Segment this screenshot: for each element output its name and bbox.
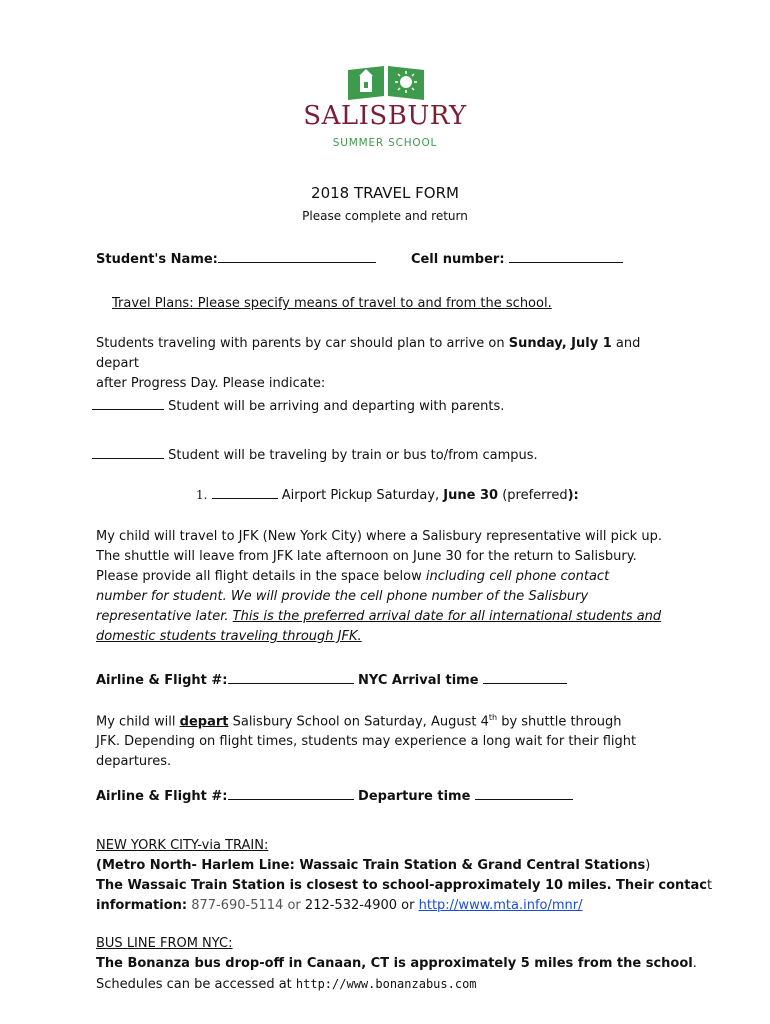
jfk-line-4: number for student. We will provide the cell phone number of the Salisbury — [96, 589, 589, 604]
train-or-1: or — [287, 898, 301, 913]
train-line-1-end: ) — [645, 858, 651, 873]
departure-time-field[interactable] — [475, 786, 573, 800]
departure-paragraph — [96, 708, 696, 772]
jfk-line-2: The shuttle will leave from JFK late afternoon on June 30 for the return to Salisbury. — [96, 549, 637, 564]
option-train-bus-label: Student will be traveling by train or bus to/from campus. — [168, 448, 538, 463]
depart-line-3: departures. — [96, 754, 172, 770]
car-arrival-date: Sunday, July 1 — [508, 336, 612, 351]
departure-airline-label: Airline & Flight #: — [96, 789, 228, 804]
airport-pickup-colon: ): — [567, 488, 579, 503]
school-subtitle: SUMMER SCHOOL — [332, 137, 438, 149]
arrival-flight-row — [96, 670, 696, 691]
airport-pickup-preferred: (preferred — [498, 488, 568, 503]
airport-pickup-blank[interactable] — [212, 485, 278, 499]
airport-pickup-date: June 30 — [443, 488, 499, 503]
departure-time-label: Departure time — [358, 789, 471, 804]
jfk-line-1: My child will travel to JFK (New York City) where a Salisbury representative will pick up. — [96, 529, 662, 544]
train-or-2: or — [401, 898, 415, 913]
train-line-2: The Wassaic Train Station is closest to school-approximately 10 miles. Their contac — [96, 878, 707, 893]
bonanza-url[interactable]: http://www.bonanzabus.com — [295, 977, 477, 991]
student-name-field[interactable] — [218, 249, 376, 263]
depart-word: depart — [179, 714, 229, 730]
depart-text-b: Salisbury School on Saturday, August 4 — [228, 714, 489, 730]
train-phone-2: 212-532-4900 — [304, 898, 398, 913]
bus-heading: BUS LINE FROM NYC: — [96, 936, 233, 951]
travel-plans-heading: Travel Plans: Please specify means of travel to and from the school. — [112, 296, 552, 311]
option-parents-row — [92, 396, 692, 417]
cell-number-field[interactable] — [509, 249, 623, 263]
arrival-airline-label: Airline & Flight #: — [96, 673, 228, 688]
car-intro-text-b: and depart — [96, 336, 641, 371]
bus-section — [96, 934, 716, 995]
school-name: SALISBURY — [303, 101, 467, 131]
depart-line-2: JFK. Depending on flight times, students may experience a long wait for their flight — [96, 734, 637, 750]
car-intro-text-c: after Progress Day. Please indicate: — [96, 376, 326, 391]
arrival-airline-field[interactable] — [228, 670, 354, 684]
airport-pickup-label: Airport Pickup Saturday, — [281, 488, 444, 503]
train-phone-1: 877-690-5114 — [191, 898, 284, 913]
departure-airline-field[interactable] — [228, 786, 354, 800]
student-name-label: Student's Name: — [96, 252, 218, 267]
car-paragraph — [96, 334, 686, 394]
train-line-2-end: t — [706, 878, 713, 893]
mta-link[interactable]: http://www.mta.info/mnr/ — [418, 898, 583, 913]
option-parents-label: Student will be arriving and departing with parents. — [168, 399, 505, 414]
bus-line-1-end: . — [692, 956, 697, 971]
jfk-line-6: domestic students traveling through JFK. — [96, 629, 362, 644]
option-parents-blank[interactable] — [92, 396, 164, 410]
option-train-bus-blank[interactable] — [92, 445, 164, 459]
form-title: 2018 TRAVEL FORM — [311, 184, 459, 202]
train-line-1: (Metro North- Harlem Line: Wassaic Train Station & Grand Central Stations — [96, 858, 646, 873]
jfk-line-3a: Please provide all flight details in the space below — [96, 569, 426, 584]
train-info-label: information: — [96, 898, 188, 913]
bus-line-1: The Bonanza bus drop-off in Canaan, CT is approximately 5 miles from the school — [96, 956, 693, 971]
airport-number: 1. — [196, 488, 208, 502]
school-crest-icon — [346, 66, 426, 100]
airport-pickup-row — [196, 485, 696, 506]
option-train-bus-row — [92, 445, 692, 466]
nyc-arrival-field[interactable] — [483, 670, 567, 684]
jfk-line-3b: including cell phone contact — [425, 569, 610, 584]
car-intro-text: Students traveling with parents by car should plan to arrive on — [96, 336, 509, 351]
nyc-arrival-label: NYC Arrival time — [358, 673, 479, 688]
jfk-line-5b: This is the preferred arrival date for all international students and — [232, 609, 662, 624]
departure-flight-row — [96, 786, 696, 807]
jfk-paragraph — [96, 527, 696, 647]
depart-text-c: by shuttle through — [497, 714, 622, 730]
form-subtitle: Please complete and return — [302, 209, 468, 223]
depart-sup: th — [488, 713, 498, 722]
student-info-row — [96, 249, 696, 270]
bus-line-2: Schedules can be accessed at — [96, 977, 296, 992]
train-heading: NEW YORK CITY-via TRAIN: — [96, 838, 269, 853]
jfk-line-5a: representative later. — [96, 609, 233, 624]
train-section — [96, 836, 716, 916]
cell-number-label: Cell number: — [410, 252, 505, 267]
depart-text-a: My child will — [96, 714, 180, 730]
